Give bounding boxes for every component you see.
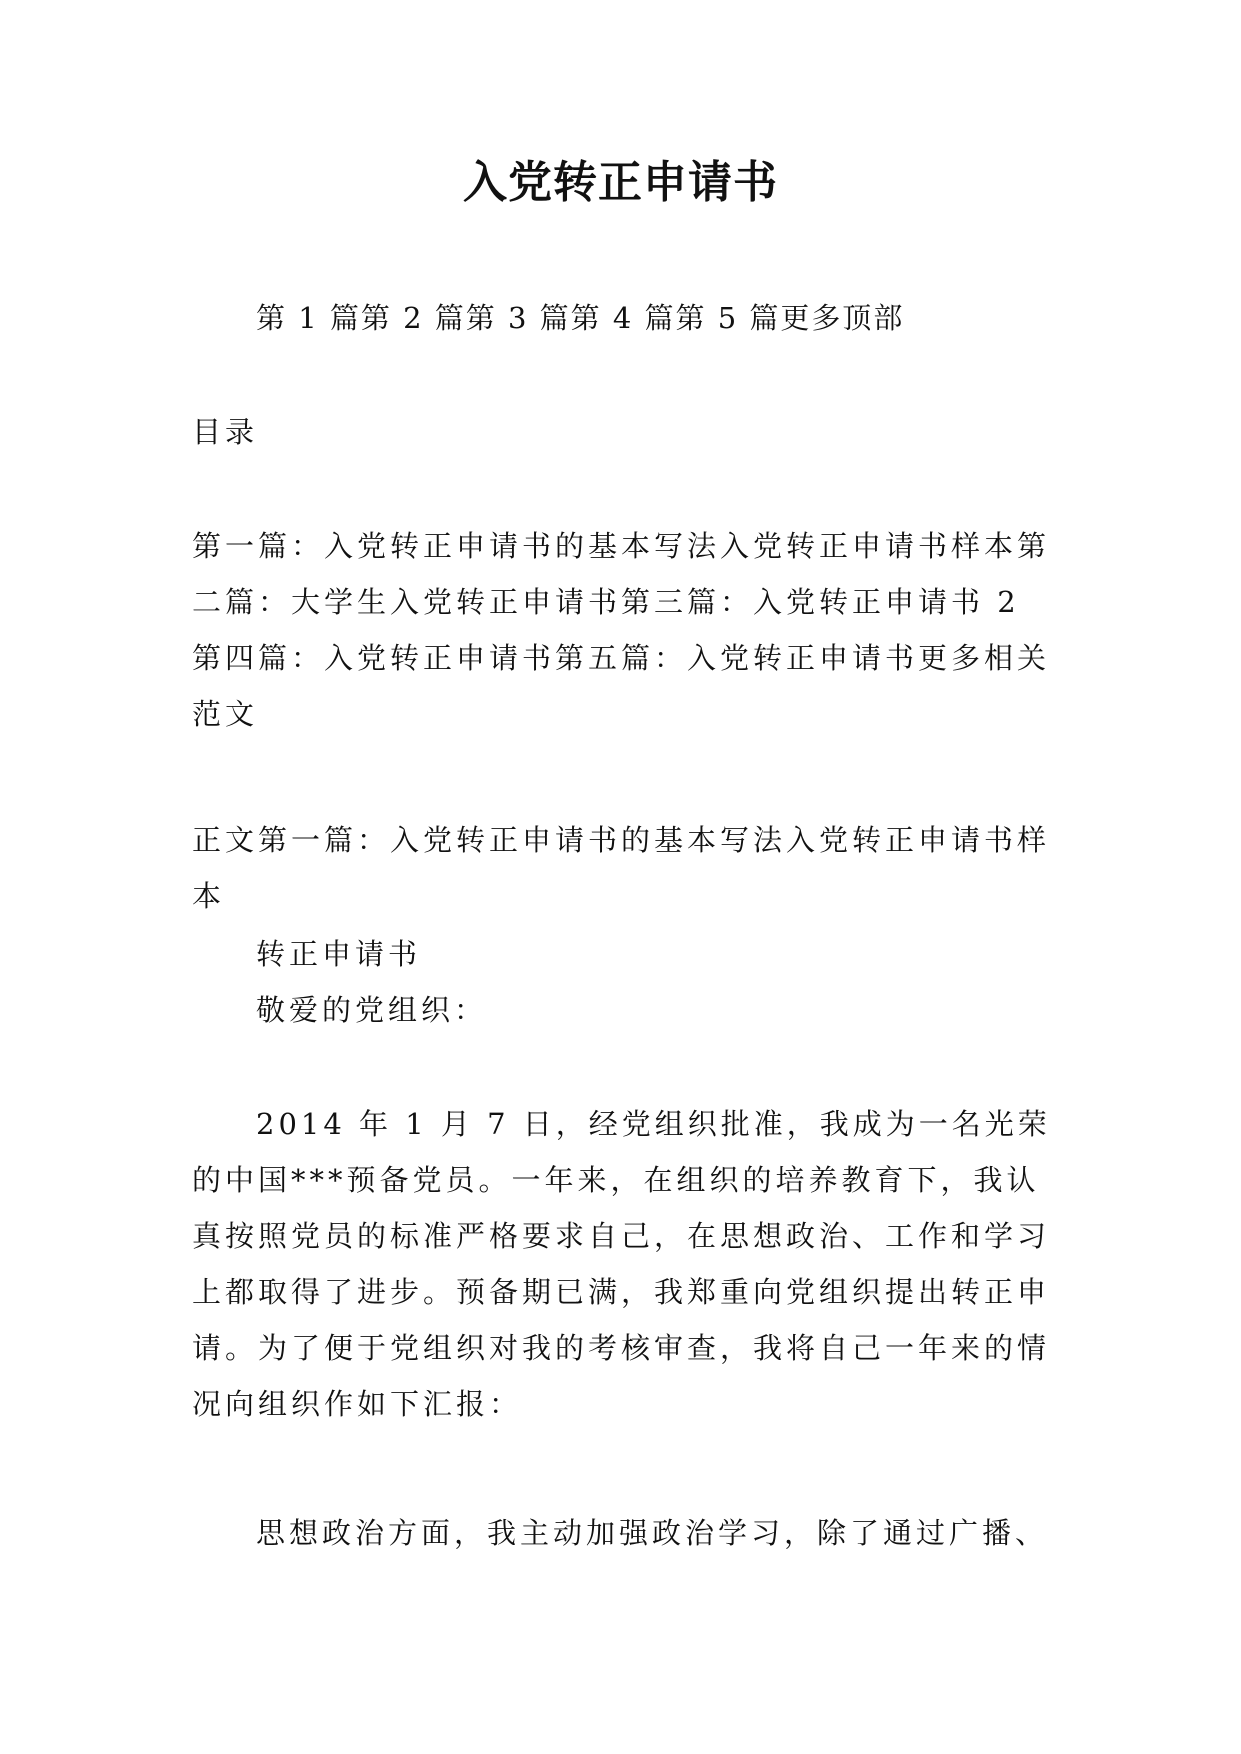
- body-paragraph-2: 思想政治方面，我主动加强政治学习，除了通过广播、: [256, 1516, 1049, 1550]
- table-of-contents-list: 第一篇：入党转正申请书的基本写法入党转正申请书样本第二篇：大学生入党转正申请书第三篇：入党转正申请书 2 第四篇：入党转正申请书第五篇：入党转正申请书更多相关范文: [192, 529, 1051, 731]
- body-paragraph-1: 2014 年 1 月 7 日，经党组织批准，我成为一名光荣的中国***预备党员。一年来，在组织的培养教育下，我认真按照党员的标准严格要求自己，在思想政治、工作和学习上都取得了进步。预备期已满，我郑重向党组织提出转正申请。为了便于党组织对我的考核审查，我将自己一年来的情况向组织作如下汇报：: [192, 1107, 1051, 1421]
- application-title: 转正申请书: [256, 937, 422, 971]
- article-navigation-line: 第 1 篇第 2 篇第 3 篇第 4 篇第 5 篇更多顶部: [256, 301, 905, 335]
- salutation: 敬爱的党组织：: [256, 993, 488, 1027]
- main-body-heading: 正文第一篇：入党转正申请书的基本写法入党转正申请书样本: [192, 823, 1051, 913]
- document-title: 入党转正申请书: [463, 157, 778, 208]
- table-of-contents-heading: 目录: [192, 415, 259, 449]
